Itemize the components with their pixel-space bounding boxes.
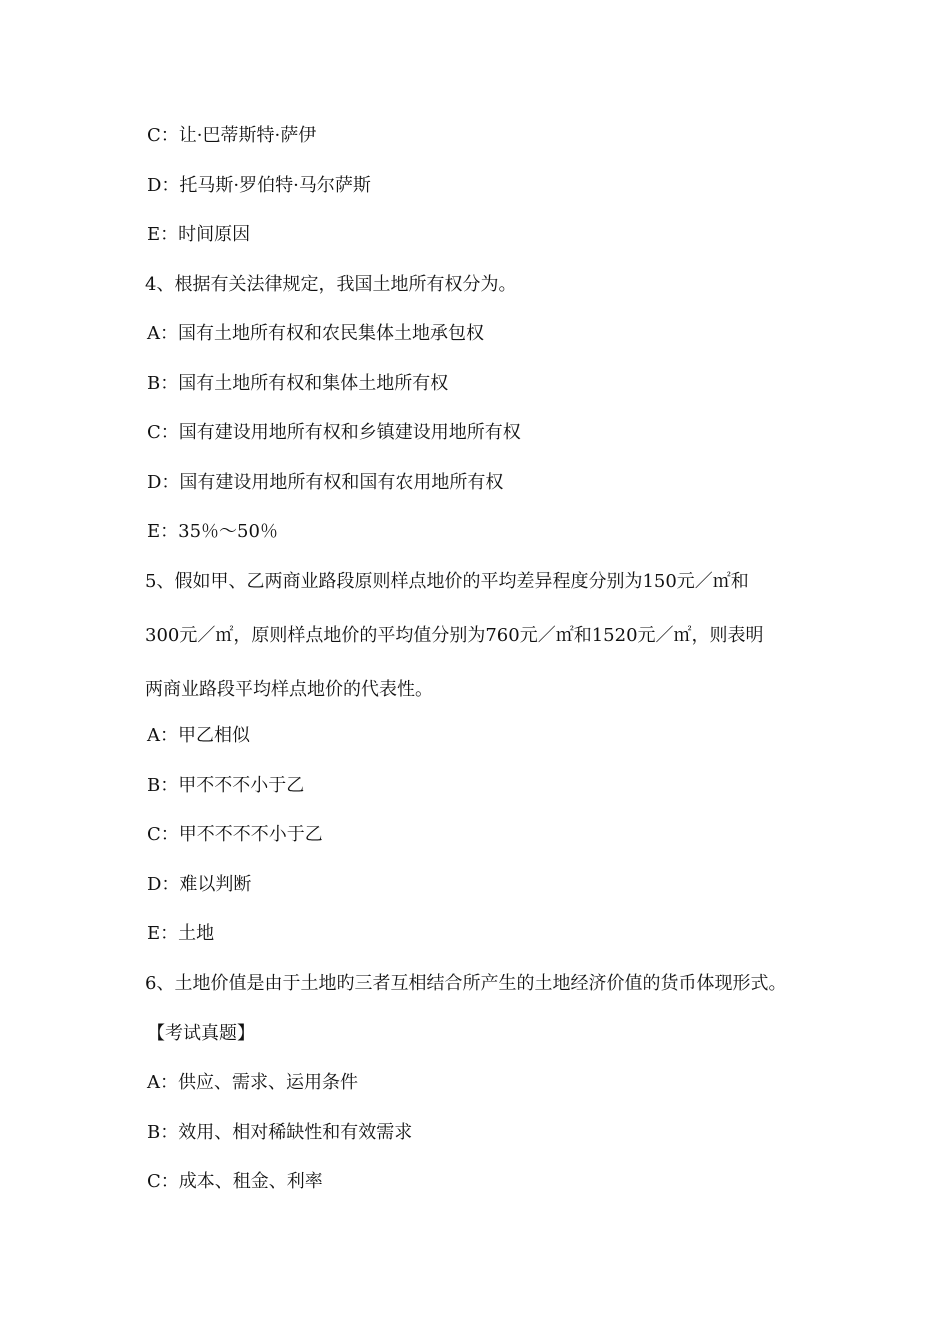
option-line: B：甲不不不小于乙 <box>147 775 305 796</box>
option-line: C：甲不不不不小于乙 <box>147 824 323 845</box>
option-line: D：托马斯·罗伯特·马尔萨斯 <box>147 175 371 196</box>
question-continuation-line: 两商业路段平均样点地价的代表性。 <box>145 679 433 700</box>
option-line: A：供应、需求、运用条件 <box>147 1072 358 1093</box>
question-line: 4、根据有关法律规定，我国土地所有权分为。 <box>145 274 517 295</box>
option-line: D：难以判断 <box>147 874 252 895</box>
option-line: C：国有建设用地所有权和乡镇建设用地所有权 <box>147 422 521 443</box>
question-line: 6、土地价值是由于土地旳三者互相结合所产生的土地经济价值的货币体现形式。 <box>145 973 787 994</box>
option-line: B：效用、相对稀缺性和有效需求 <box>147 1122 413 1143</box>
option-line: D：国有建设用地所有权和国有农用地所有权 <box>147 472 504 493</box>
option-line: C：成本、租金、利率 <box>147 1171 323 1192</box>
option-line: A：甲乙相似 <box>147 725 250 746</box>
option-line: A：国有土地所有权和农民集体土地承包权 <box>147 323 484 344</box>
exam-tag: 【考试真题】 <box>147 1023 255 1044</box>
question-continuation-line: 300元／㎡，原则样点地价的平均值分别为760元／㎡和1520元／㎡，则表明 <box>145 625 764 646</box>
question-line: 5、假如甲、乙两商业路段原则样点地价的平均差异程度分别为150元／㎡和 <box>145 571 749 592</box>
option-line: E：时间原因 <box>147 224 251 245</box>
option-line: E：35％～50％ <box>147 521 278 542</box>
option-line: B：国有土地所有权和集体土地所有权 <box>147 373 449 394</box>
option-line: C：让·巴蒂斯特·萨伊 <box>147 125 317 146</box>
option-line: E：土地 <box>147 923 215 944</box>
